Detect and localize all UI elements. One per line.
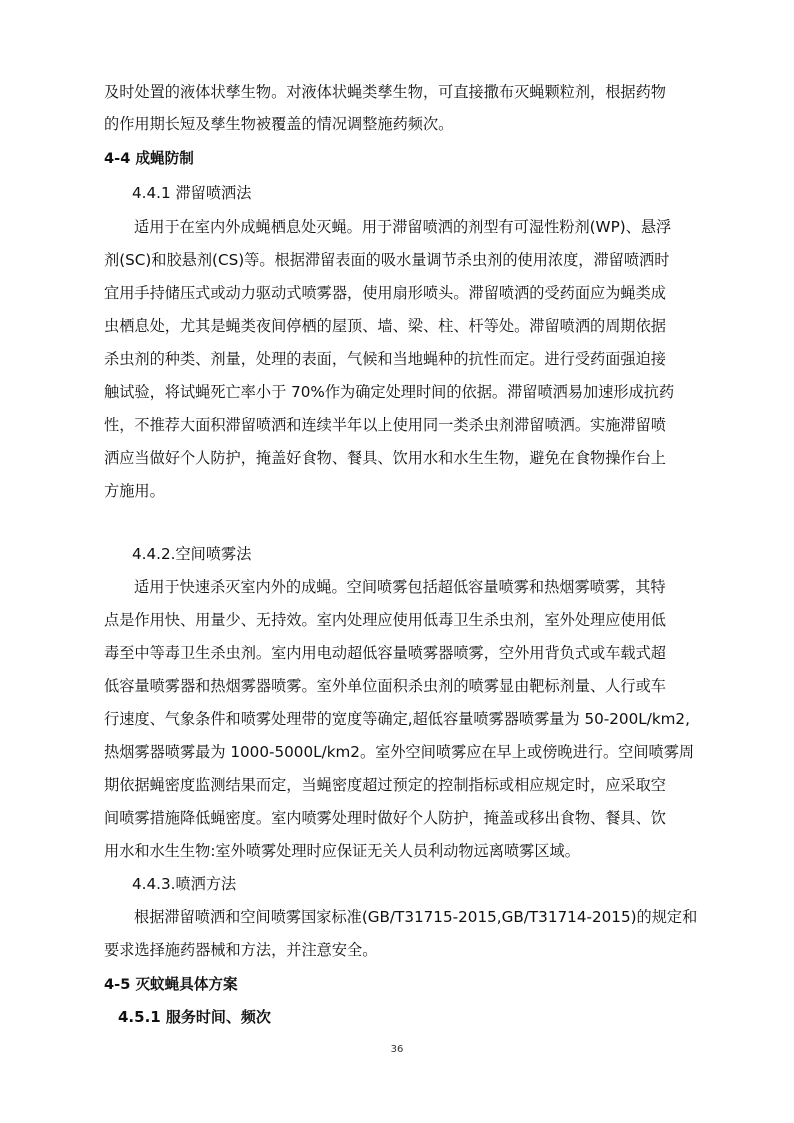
paragraph-line: 热烟雾器喷雾最为 1000-5000L/km2。室外空间喷雾应在早上或傍晚进行。空间喷雾周: [104, 743, 695, 761]
paragraph-line: 行速度、气象条件和喷雾处理带的宽度等确定,超低容量喷雾器喷雾量为 50-200L/km2,: [104, 710, 690, 728]
paragraph-line: 性，不推荐大面积滞留喷洒和连续半年以上使用同一类杀虫剂滞留喷洒。实施滞留喷: [104, 416, 666, 434]
paragraph-line: 毒至中等毒卫生杀虫剂。室内用电动超低容量喷雾器喷雾，空外用背负式或车载式超: [104, 644, 666, 662]
intro-line-2: 的作用期长短及孳生物被覆盖的情况调整施药频次。: [104, 115, 454, 133]
paragraph-line: 适用于快速杀灭室内外的成蝇。空间喷雾包括超低容量喷雾和热烟雾喷雾，其特: [134, 578, 666, 596]
paragraph-line: 杀虫剂的种类、剂量，处理的表面，气候和当地蝇种的抗性而定。进行受药面强迫接: [104, 350, 666, 368]
paragraph-line: 适用于在室内外成蝇栖息处灭蝇。用于滞留喷洒的剂型有可湿性粉剂(WP)、悬浮: [134, 218, 672, 236]
paragraph-line: 期依据蝇密度监测结果而定，当蝇密度超过预定的控制指标或相应规定时，应采取空: [104, 776, 666, 794]
paragraph-line: 洒应当做好个人防护，掩盖好食物、餐具、饮用水和水生生物，避免在食物操作台上: [104, 449, 666, 467]
sub-4-5-1-heading: 4.5.1 服务时间、频次: [118, 1008, 271, 1026]
paragraph-line: 要求选择施药器械和方法，并注意安全。: [104, 941, 378, 959]
paragraph-line: 虫栖息处，尤其是蝇类夜间停栖的屋顶、墙、梁、柱、杆等处。滞留喷洒的周期依据: [104, 317, 666, 335]
paragraph-line: 低容量喷雾器和热烟雾器喷雾。室外单位面积杀虫剂的喷雾显由靶标剂量、人行或车: [104, 677, 666, 695]
paragraph-line: 剂(SC)和胶悬剂(CS)等。根据滞留表面的吸水量调节杀虫剂的使用浓度，滞留喷洒时: [104, 251, 670, 269]
intro-line-1: 及时处置的液体状孳生物。对液体状蝇类孳生物，可直接撒布灭蝇颗粒剂，根据药物: [104, 83, 666, 101]
sub-4-4-1-heading: 4.4.1 滞留喷洒法: [132, 184, 252, 202]
sub-4-4-3-heading: 4.4.3.喷洒方法: [132, 875, 237, 893]
paragraph-line: 点是作用快、用量少、无持效。室内处理应使用低毒卫生杀虫剂，室外处理应使用低: [104, 611, 666, 629]
paragraph-line: 根据滞留喷洒和空间喷雾国家标准(GB/T31715-2015,GB/T31714-2015)的规定和: [134, 908, 698, 926]
paragraph-line: 间喷雾措施降低蝇密度。室内喷雾处理时做好个人防护，掩盖或移出食物、餐具、饮: [104, 809, 666, 827]
paragraph-line: 宜用手持储压式或动力驱动式喷雾器，使用扇形喷头。滞留喷洒的受药面应为蝇类成: [104, 284, 666, 302]
paragraph-line: 触试验，将试蝇死亡率小于 70%作为确定处理时间的依据。滞留喷洒易加速形成抗药: [104, 383, 675, 401]
section-4-5-heading: 4-5 灭蚊蝇具体方案: [104, 976, 238, 993]
paragraph-line: 用水和水生生物:室外喷雾处理时应保证无关人员利动物远离喷雾区域。: [104, 842, 580, 860]
page-number: 36: [390, 1044, 404, 1055]
paragraph-line: 方施用。: [104, 482, 165, 500]
sub-4-4-2-heading: 4.4.2.空间喷雾法: [132, 545, 252, 563]
section-4-4-heading: 4-4 成蝇防制: [104, 150, 194, 167]
